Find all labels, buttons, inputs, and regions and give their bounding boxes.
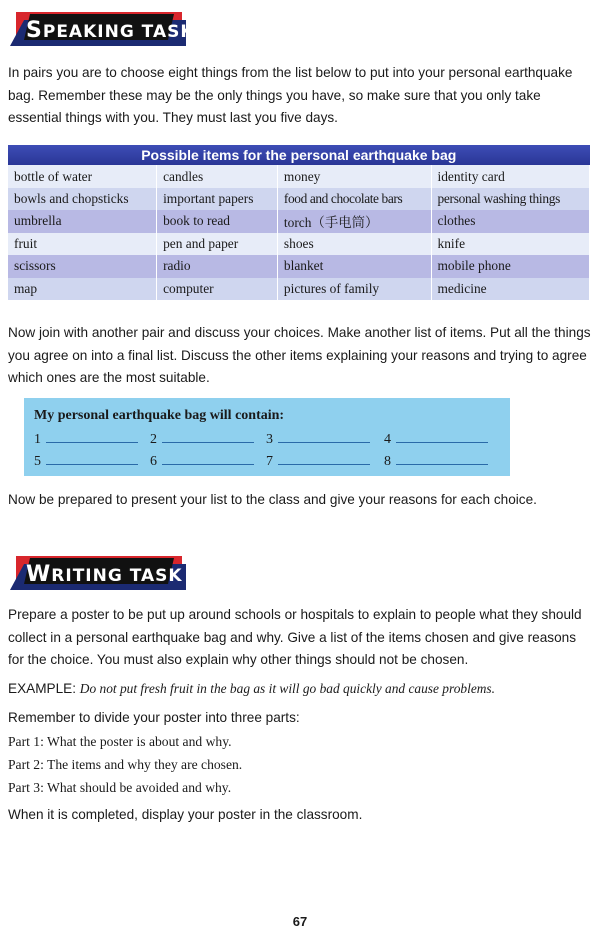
present-paragraph: Now be prepared to present your list to the class and give your reasons for each choice. (8, 492, 537, 507)
table-cell: knife (431, 233, 590, 255)
table-cell: personal washing things (431, 188, 590, 210)
bag-slot-7[interactable]: 7 (266, 452, 370, 470)
bag-slot-8[interactable]: 8 (384, 452, 488, 470)
table-cell: computer (157, 278, 278, 301)
bag-slot-6[interactable]: 6 (150, 452, 254, 470)
writing-intro: Prepare a poster to be put up around schools or hospitals to explain to people what they should collect in a personal earthquake bag and why. Give a list of the items chosen and give reasons for the choice. You must also explain why other things should not be chosen. (8, 607, 582, 667)
table-row (8, 188, 590, 210)
table-row (8, 278, 590, 301)
table-cell: mobile phone (431, 255, 590, 277)
table-cell: fruit (8, 233, 157, 255)
table-cell: scissors (8, 255, 157, 277)
poster-part-1: Part 1: What the poster is about and why. (8, 734, 232, 749)
table-title: Possible items for the personal earthquake bag (8, 145, 590, 165)
table-cell: blanket (277, 255, 431, 277)
writing-task-banner (10, 556, 182, 590)
table-cell: umbrella (8, 210, 157, 232)
display-line: When it is completed, display your poster in the classroom. (8, 807, 363, 822)
table-cell: medicine (431, 278, 590, 301)
table-cell: money (277, 165, 431, 187)
table-row (8, 255, 590, 277)
example-line (8, 681, 592, 697)
table-cell: bowls and chopsticks (8, 188, 157, 210)
bag-slot-5[interactable]: 5 (34, 452, 138, 470)
writing-task-heading: WRITING TASK (26, 562, 183, 587)
table-cell: book to read (157, 210, 278, 232)
discuss-paragraph: Now join with another pair and discuss your choices. Make another list of items. Put all the things you agree on into a final list. Discuss the other items explaining your reasons and trying to agree which ones are the most suitable. (8, 325, 591, 385)
table-cell: candles (157, 165, 278, 187)
bag-slot-1[interactable]: 1 (34, 430, 138, 448)
table-cell: bottle of water (8, 165, 157, 187)
table-cell: important papers (157, 188, 278, 210)
table-cell: pen and paper (157, 233, 278, 255)
example-label: EXAMPLE: (8, 681, 76, 696)
speaking-intro: In pairs you are to choose eight things from the list below to put into your personal earthquake bag. Remember these may be the only things you have, so make sure that you only take essential things with you. They must last you five days. (8, 65, 573, 125)
speaking-task-heading: SPEAKING TASK (26, 18, 195, 43)
earthquake-bag-box (24, 398, 510, 476)
possible-items-table (8, 145, 590, 300)
table-cell: torch（手电筒） (277, 210, 431, 232)
poster-part-2: Part 2: The items and why they are chosen. (8, 757, 243, 772)
table-cell: pictures of family (277, 278, 431, 301)
poster-part-3: Part 3: What should be avoided and why. (8, 780, 232, 795)
table-cell: map (8, 278, 157, 301)
example-text: Do not put fresh fruit in the bag as it will go bad quickly and cause problems. (79, 681, 495, 696)
table-cell: identity card (431, 165, 590, 187)
speaking-task-banner (10, 12, 195, 46)
bag-box-title: My personal earthquake bag will contain: (34, 408, 285, 423)
table-cell: shoes (277, 233, 431, 255)
table-row (8, 233, 590, 255)
table-cell: radio (157, 255, 278, 277)
remember-line: Remember to divide your poster into three parts: (8, 710, 300, 725)
page-number: 67 (292, 914, 308, 929)
bag-slot-3[interactable]: 3 (266, 430, 370, 448)
table-row (8, 165, 590, 187)
table-cell: food and chocolate bars (277, 188, 431, 210)
bag-slot-2[interactable]: 2 (150, 430, 254, 448)
bag-slot-4[interactable]: 4 (384, 430, 488, 448)
table-cell: clothes (431, 210, 590, 232)
table-row (8, 210, 590, 232)
